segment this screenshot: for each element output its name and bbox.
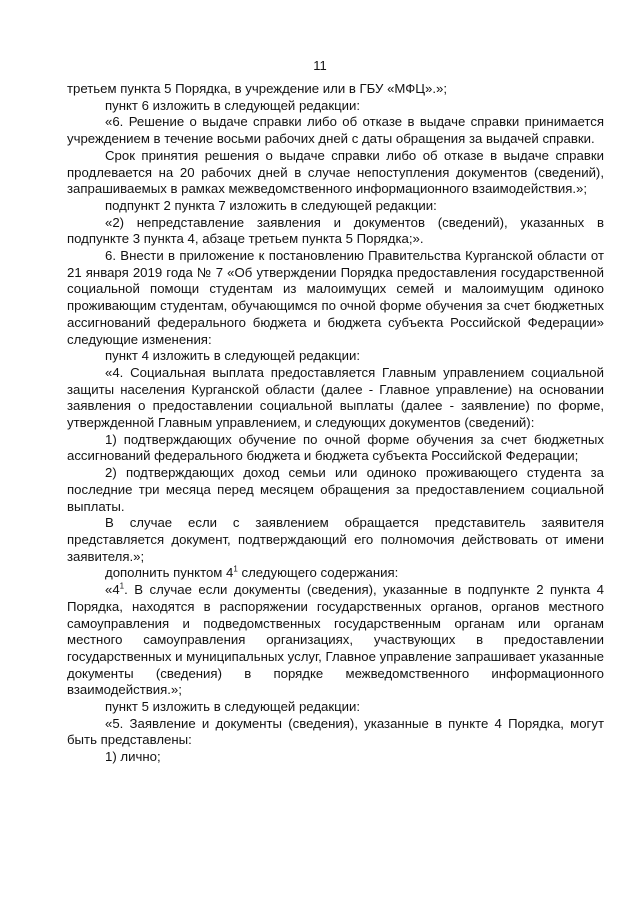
paragraph-item-4-text: «4. Социальная выплата предоставляется Главным управлением социальной защиты населения Курганской области (далее - Главное управление) на основании заявления о предоставлении социальной выплаты (далее - заявление) по форме, утвержденной Главным управлением, и следующих документов (сведений):: [67, 364, 604, 431]
paragraph-term-extension: Срок принятия решения о выдаче справки либо об отказе в выдаче справки продлевается на 20 рабочих дней в случае непоступления документов (сведений), запрашиваемых в рамках межведомственного информационного взаимодействия.»;: [67, 147, 604, 197]
paragraph-item-5-text: «5. Заявление и документы (сведения), указанные в пункте 4 Порядка, могут быть представлены:: [67, 715, 604, 748]
paragraph-continuation: третьем пункта 5 Порядка, в учреждение или в ГБУ «МФЦ».»;: [67, 81, 448, 96]
page-number: 11: [313, 58, 327, 73]
paragraph-item-6-heading: пункт 6 изложить в следующей редакции:: [105, 97, 361, 113]
document-body: [67, 81, 604, 766]
superscript-1: 1: [119, 581, 125, 591]
paragraph-subitem-1: 1) подтверждающих обучение по очной форме обучения за счет бюджетных ассигнований федерального бюджета и бюджета субъекта Российской Федерации;: [67, 431, 604, 464]
paragraph-item-5-sub-1: 1) лично;: [105, 749, 161, 765]
paragraph-subitem-2: 2) подтверждающих доход семьи или одиноко проживающего студента за последние три месяца перед месяцем обращения за предоставлением социальной выплаты.: [67, 465, 604, 514]
paragraph-section-6: 6. Внести в приложение к постановлению Правительства Курганской области от 21 января 2019 года № 7 «Об утверждении Порядка предоставления государственной социальной помощи студентам из малоимущих семей и малоимущим одиноко проживающим студентам, обучающимся по очной форме обучения за счет бюджетных ассигнований федерального бюджета и бюджета субъекта Российской Федерации» следующие изменения:: [67, 248, 604, 347]
add-item-text-after: следующего содержания:: [237, 565, 399, 581]
paragraph-add-item-4-1: [67, 565, 604, 582]
paragraph-subitem-2-text: «2) непредставление заявления и документов (сведений), указанных в подпункте 3 пункта 4, абзаце третьем пункта 5 Порядка;».: [67, 214, 604, 247]
superscript-1: 1: [233, 565, 238, 574]
paragraph-item-4-heading: пункт 4 изложить в следующей редакции:: [105, 348, 361, 364]
paragraph-item-6-text: «6. Решение о выдаче справки либо об отказе в выдаче справки принимается учреждением в течение восьми рабочих дней с даты обращения за выдачей справки.: [67, 114, 604, 147]
paragraph-representative: В случае если с заявлением обращается представитель заявителя представляется документ, подтверждающий его полномочия действовать от имени заявителя.»;: [67, 515, 604, 564]
item-4-1-text-before: «4: [105, 582, 120, 598]
paragraph-subitem-2-heading: подпункт 2 пункта 7 изложить в следующей редакции:: [105, 197, 437, 213]
add-item-text-before: дополнить пунктом 4: [105, 565, 234, 581]
item-4-1-text-after: . В случае если документы (сведения), указанные в подпункте 2 пункта 4 Порядка, находятся в распоряжении государственных органов, органов местного самоуправления и подведомственных государственным органам или органам местного самоуправления организациях, участвующих в предоставлении государственных и муниципальных услуг, Главное управление запрашивает указанные документы (сведения) в порядке межведомственного информационного взаимодействия.»;: [67, 582, 604, 698]
paragraph-item-5-heading: пункт 5 изложить в следующей редакции:: [105, 699, 361, 715]
paragraph-item-4-1-text: [67, 582, 604, 699]
